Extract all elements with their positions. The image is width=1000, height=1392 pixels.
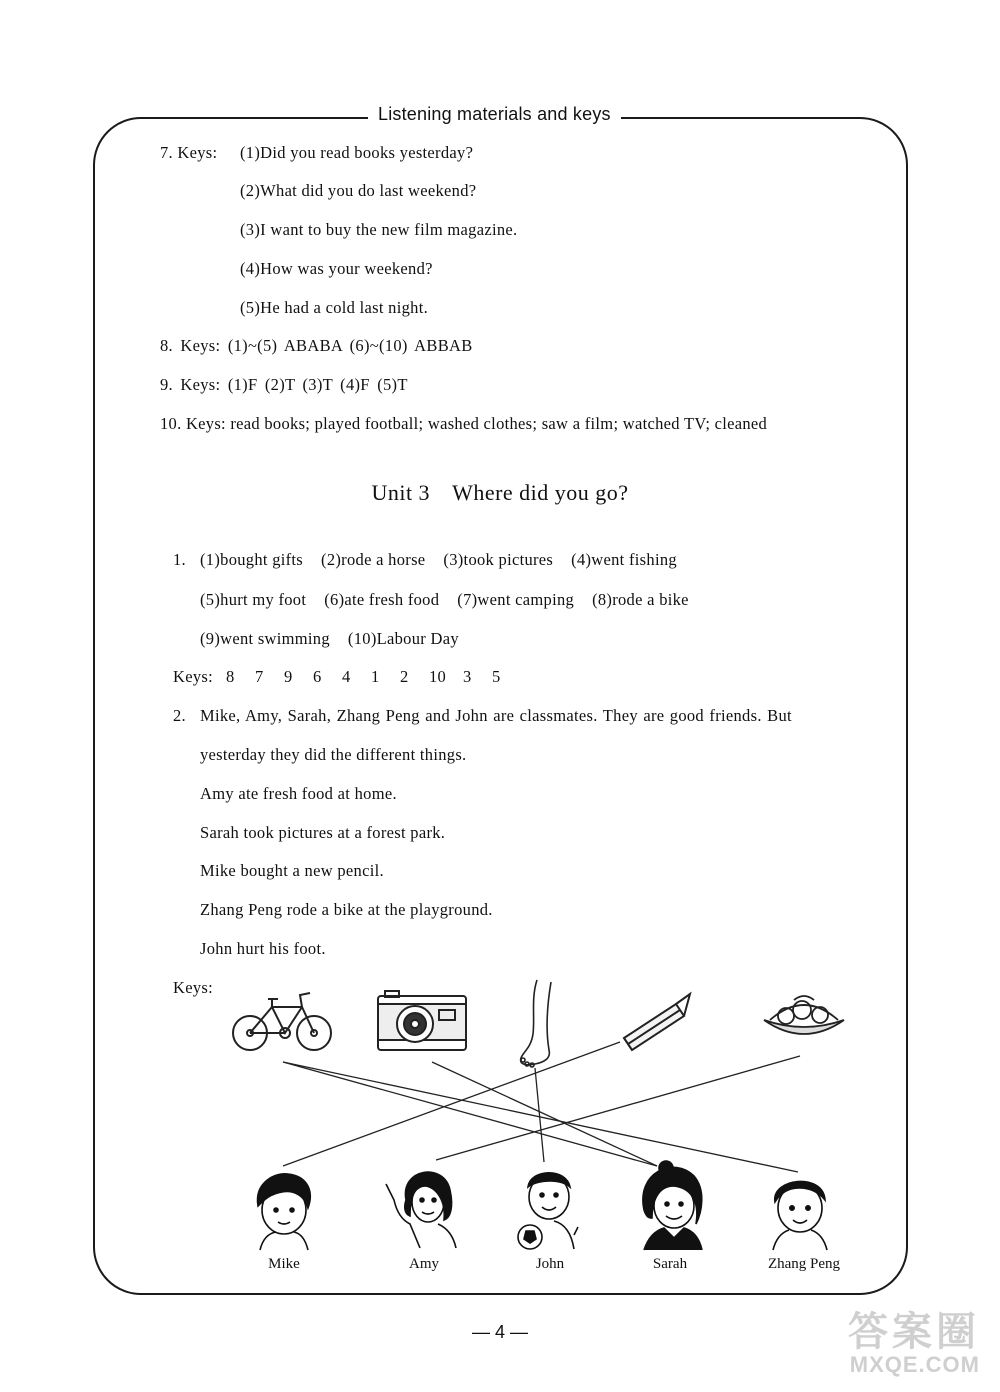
exercise1-item: (7)went camping	[457, 590, 575, 609]
key-value: 10	[429, 667, 447, 686]
exercise1-item: (5)hurt my foot	[200, 590, 307, 609]
exercise2-keys-label: Keys:	[173, 978, 213, 997]
match-line-foot-john	[535, 1068, 544, 1162]
sarah-avatar-icon	[630, 1160, 710, 1252]
exercise2-line-6: Zhang Peng rode a bike at the playground.	[200, 900, 493, 919]
key-value: 2	[400, 667, 409, 686]
pencil-icon	[620, 990, 692, 1052]
key-value: 5	[492, 667, 501, 686]
john-avatar-icon	[508, 1165, 588, 1251]
watermark-logo: 答案圈	[848, 1310, 980, 1354]
person-name: John	[535, 1256, 565, 1272]
exercise2-label: 2.	[173, 706, 186, 725]
section7-item-1: (1)Did you read books yesterday?	[240, 143, 474, 162]
exercise1-item: (1)bought gifts	[200, 550, 304, 569]
exercise1-item: (6)ate fresh food	[324, 590, 440, 609]
header-title: Listening materials and keys	[368, 104, 621, 125]
section7-item-2: (2)What did you do last weekend?	[240, 181, 477, 200]
exercise2-line-7: John hurt his foot.	[200, 939, 326, 958]
match-line-pencil-mike	[283, 1042, 620, 1166]
section9-keys: 9. Keys: (1)F (2)T (3)T (4)F (5)T	[160, 375, 408, 394]
match-line-camera-sarah	[432, 1062, 657, 1166]
person-name: Amy	[409, 1256, 439, 1272]
key-value: 8	[226, 667, 235, 686]
watermark-url: MXQE.COM	[849, 1352, 980, 1377]
exercise2-line-5: Mike bought a new pencil.	[200, 861, 384, 880]
watermark	[848, 1312, 980, 1378]
exercise2-line-1: Mike, Amy, Sarah, Zhang Peng and John are classmates. They are good friends. But	[200, 706, 792, 725]
section10-keys: 10. Keys: read books; played football; washed clothes; saw a film; watched TV; cleaned	[160, 414, 768, 433]
match-line-food-amy	[436, 1056, 800, 1160]
exercise1-label: 1.	[173, 550, 186, 569]
key-value: 4	[342, 667, 351, 686]
section8-keys: 8. Keys: (1)~(5) ABABA (6)~(10) ABBAB	[160, 336, 473, 355]
key-value: 9	[284, 667, 293, 686]
exercise1-item: (3)took pictures	[443, 550, 554, 569]
food-basket-icon	[760, 990, 848, 1048]
exercise1-item: (9)went swimming	[200, 629, 330, 648]
exercise2-line-4: Sarah took pictures at a forest park.	[200, 823, 446, 842]
section7-item-5: (5)He had a cold last night.	[240, 298, 429, 317]
mike-avatar-icon	[248, 1172, 324, 1252]
camera-icon	[375, 990, 470, 1055]
section7-label: 7. Keys:	[160, 143, 218, 162]
zhang-peng-avatar-icon	[765, 1172, 835, 1252]
person-name: Sarah	[652, 1256, 688, 1272]
bicycle-icon	[230, 985, 335, 1055]
exercise1-item: (2)rode a horse	[321, 550, 426, 569]
key-value: 3	[463, 667, 472, 686]
amy-avatar-icon	[380, 1160, 464, 1250]
unit-title: Where did you go?	[452, 480, 629, 505]
exercise1-keys-label: Keys:	[173, 667, 213, 686]
page-number: — 4 —	[471, 1322, 528, 1342]
key-value: 6	[313, 667, 322, 686]
key-value: 7	[255, 667, 264, 686]
exercise2-line-2: yesterday they did the different things.	[200, 745, 467, 764]
foot-icon	[515, 978, 555, 1070]
exercise1-item: (10)Labour Day	[347, 629, 459, 648]
section7-item-4: (4)How was your weekend?	[240, 259, 433, 278]
exercise1-item: (4)went fishing	[571, 550, 677, 569]
exercise1-item: (8)rode a bike	[592, 590, 689, 609]
person-name: Zhang Peng	[767, 1256, 841, 1272]
person-name: Mike	[268, 1256, 300, 1272]
key-value: 1	[371, 667, 380, 686]
section7-item-3: (3)I want to buy the new film magazine.	[240, 220, 518, 239]
unit-number: Unit 3	[371, 480, 431, 505]
exercise2-line-3: Amy ate fresh food at home.	[200, 784, 397, 803]
